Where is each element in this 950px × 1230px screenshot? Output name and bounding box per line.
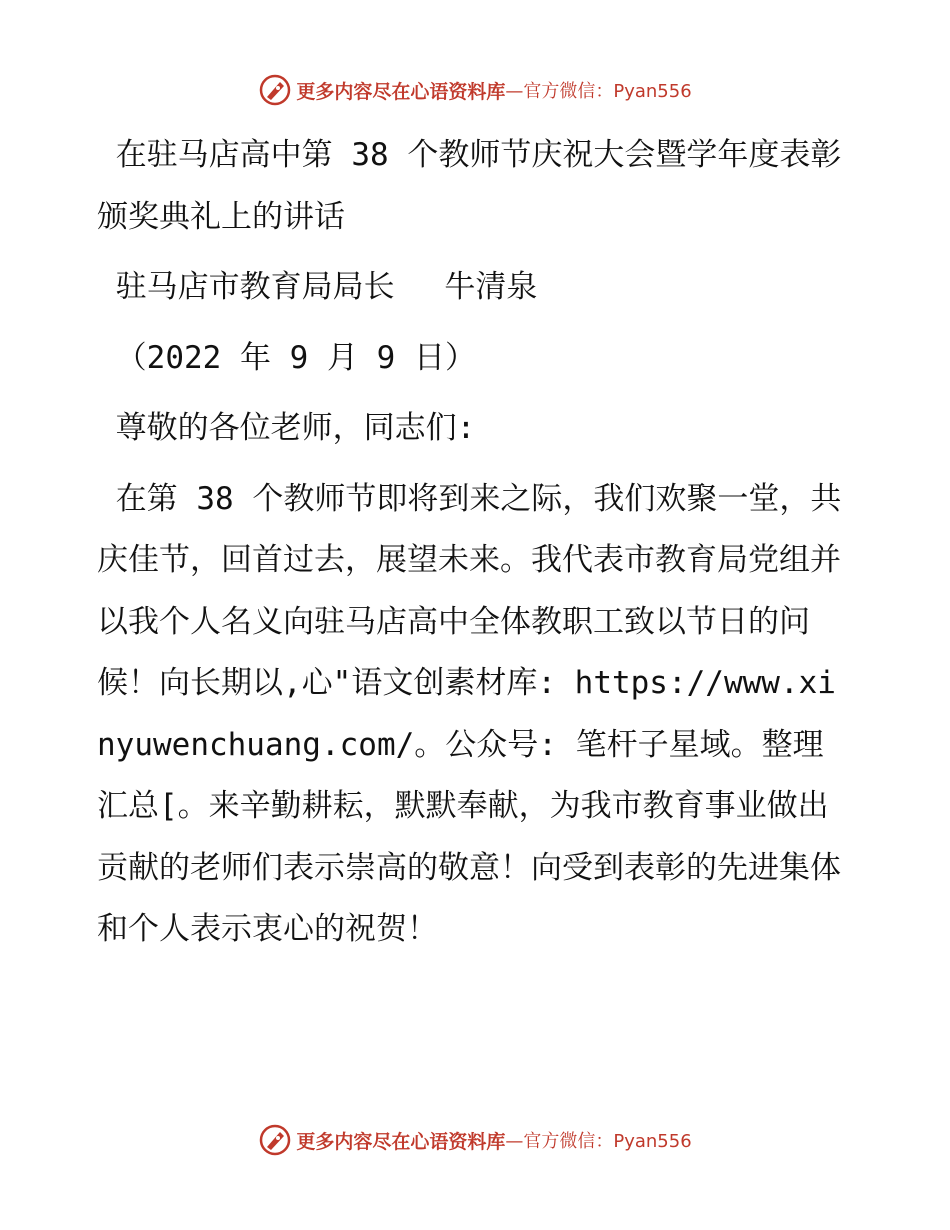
- pen-nib-logo-icon: [258, 1123, 292, 1157]
- document-body: [97, 125, 853, 961]
- document-title: 在驻马店高中第 38 个教师节庆祝大会暨学年度表彰颁奖典礼上的讲话: [97, 137, 842, 235]
- document-date: （2022 年 9 月 9 日）: [97, 339, 476, 376]
- header-watermark: [0, 70, 950, 110]
- pen-nib-logo-icon: [258, 73, 292, 107]
- watermark-site-text: 更多内容尽在心语资料库: [296, 1130, 506, 1153]
- document-greeting: 尊敬的各位老师，同志们:: [97, 410, 476, 446]
- document-author: 驻马店市教育局局长 牛清泉: [97, 269, 538, 305]
- footer-watermark: [0, 1120, 950, 1160]
- watermark-contact-text: —官方微信：Pyan556: [505, 1131, 692, 1152]
- watermark-site-text: 更多内容尽在心语资料库: [296, 80, 506, 103]
- watermark-contact-text: —官方微信：Pyan556: [505, 81, 692, 102]
- document-paragraph: 在第 38 个教师节即将到来之际，我们欢聚一堂，共庆佳节，回首过去，展望未来。我代表市教育局党组并以我个人名义向驻马店高中全体教职工致以节日的问候！向长期以,心"语文创素材库: https://www.xinyuwenchuang.com/。公众号: 笔杆子星域。整理汇总[。来辛勤耕耘，默默奉献，为我市教育事业做出贡献的老师们表示崇高的敬意！向受到表彰的先进集体和个人表示衷心的祝贺！: [97, 480, 842, 947]
